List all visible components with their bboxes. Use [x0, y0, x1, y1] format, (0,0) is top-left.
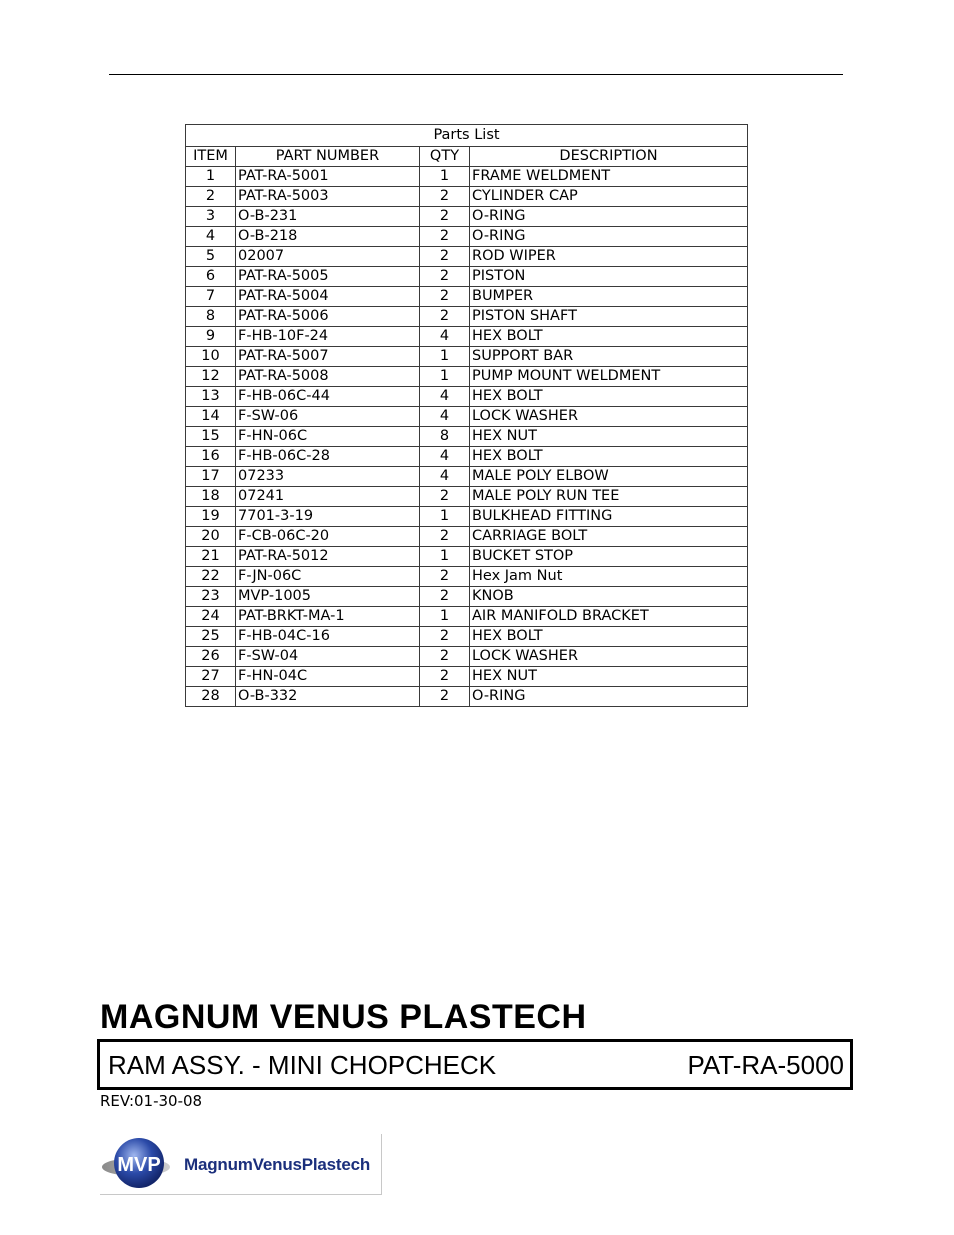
header-rule	[109, 74, 843, 75]
table-row	[186, 467, 748, 487]
cell-qty: 4	[420, 407, 470, 427]
cell-item: 25	[186, 627, 236, 647]
cell-description: PISTON	[470, 267, 748, 287]
cell-qty: 4	[420, 447, 470, 467]
cell-item: 8	[186, 307, 236, 327]
header-part-number: PART NUMBER	[236, 147, 420, 167]
cell-part-number: PAT-RA-5007	[236, 347, 420, 367]
cell-qty: 2	[420, 307, 470, 327]
cell-part-number: F-SW-06	[236, 407, 420, 427]
cell-description: HEX NUT	[470, 667, 748, 687]
cell-item: 6	[186, 267, 236, 287]
cell-description: O-RING	[470, 227, 748, 247]
cell-part-number: PAT-RA-5003	[236, 187, 420, 207]
cell-part-number: PAT-RA-5008	[236, 367, 420, 387]
cell-item: 28	[186, 687, 236, 707]
cell-qty: 1	[420, 367, 470, 387]
cell-part-number: 02007	[236, 247, 420, 267]
cell-description: LOCK WASHER	[470, 407, 748, 427]
table-row	[186, 187, 748, 207]
cell-item: 4	[186, 227, 236, 247]
cell-qty: 2	[420, 527, 470, 547]
cell-description: HEX BOLT	[470, 447, 748, 467]
cell-qty: 2	[420, 207, 470, 227]
cell-part-number: PAT-RA-5005	[236, 267, 420, 287]
table-row	[186, 167, 748, 187]
table-row	[186, 427, 748, 447]
cell-part-number: F-CB-06C-20	[236, 527, 420, 547]
cell-qty: 2	[420, 227, 470, 247]
revision	[100, 1092, 202, 1110]
assembly-title: RAM ASSY. - MINI CHOPCHECK	[108, 1050, 497, 1080]
cell-qty: 4	[420, 327, 470, 347]
cell-description: BUCKET STOP	[470, 547, 748, 567]
cell-part-number: MVP-1005	[236, 587, 420, 607]
cell-description: CARRIAGE BOLT	[470, 527, 748, 547]
cell-part-number: F-HN-06C	[236, 427, 420, 447]
cell-description: HEX BOLT	[470, 387, 748, 407]
cell-item: 14	[186, 407, 236, 427]
rev-value: 01-30-08	[134, 1092, 203, 1110]
cell-part-number: O-B-231	[236, 207, 420, 227]
assembly-part-number: PAT-RA-5000	[687, 1050, 844, 1080]
cell-item: 22	[186, 567, 236, 587]
rev-label: REV:	[100, 1092, 134, 1110]
table-row	[186, 687, 748, 707]
cell-qty: 2	[420, 267, 470, 287]
table-row	[186, 307, 748, 327]
cell-description: O-RING	[470, 687, 748, 707]
cell-item: 18	[186, 487, 236, 507]
company-logo	[100, 1134, 382, 1195]
table-row	[186, 247, 748, 267]
cell-description: PISTON SHAFT	[470, 307, 748, 327]
cell-item: 10	[186, 347, 236, 367]
cell-description: FRAME WELDMENT	[470, 167, 748, 187]
parts-list-table	[185, 124, 748, 707]
cell-item: 16	[186, 447, 236, 467]
cell-item: 12	[186, 367, 236, 387]
cell-qty: 1	[420, 507, 470, 527]
table-row	[186, 407, 748, 427]
header-item: ITEM	[186, 147, 236, 167]
table-row	[186, 627, 748, 647]
cell-part-number: F-JN-06C	[236, 567, 420, 587]
cell-part-number: F-HN-04C	[236, 667, 420, 687]
table-row	[186, 587, 748, 607]
cell-description: CYLINDER CAP	[470, 187, 748, 207]
cell-qty: 2	[420, 647, 470, 667]
cell-item: 23	[186, 587, 236, 607]
cell-description: SUPPORT BAR	[470, 347, 748, 367]
logo-badge-text: MVP	[117, 1154, 161, 1176]
table-row	[186, 447, 748, 467]
cell-description: ROD WIPER	[470, 247, 748, 267]
cell-qty: 2	[420, 587, 470, 607]
cell-part-number: PAT-RA-5006	[236, 307, 420, 327]
table-row	[186, 267, 748, 287]
cell-description: Hex Jam Nut	[470, 567, 748, 587]
cell-item: 27	[186, 667, 236, 687]
table-row	[186, 287, 748, 307]
cell-item: 1	[186, 167, 236, 187]
table-row	[186, 487, 748, 507]
cell-part-number: F-HB-06C-28	[236, 447, 420, 467]
cell-part-number: O-B-332	[236, 687, 420, 707]
cell-part-number: F-HB-06C-44	[236, 387, 420, 407]
cell-item: 17	[186, 467, 236, 487]
table-row	[186, 347, 748, 367]
cell-qty: 2	[420, 667, 470, 687]
cell-qty: 1	[420, 547, 470, 567]
cell-part-number: PAT-RA-5012	[236, 547, 420, 567]
parts-list-title: Parts List	[186, 125, 748, 147]
header-qty: QTY	[420, 147, 470, 167]
cell-qty: 2	[420, 567, 470, 587]
cell-qty: 2	[420, 627, 470, 647]
cell-item: 5	[186, 247, 236, 267]
cell-part-number: O-B-218	[236, 227, 420, 247]
cell-description: BULKHEAD FITTING	[470, 507, 748, 527]
cell-qty: 1	[420, 167, 470, 187]
table-row	[186, 227, 748, 247]
cell-item: 9	[186, 327, 236, 347]
cell-description: HEX BOLT	[470, 627, 748, 647]
cell-qty: 8	[420, 427, 470, 447]
cell-description: BUMPER	[470, 287, 748, 307]
cell-item: 26	[186, 647, 236, 667]
cell-qty: 2	[420, 247, 470, 267]
cell-qty: 2	[420, 187, 470, 207]
cell-part-number: F-HB-10F-24	[236, 327, 420, 347]
cell-item: 24	[186, 607, 236, 627]
cell-item: 7	[186, 287, 236, 307]
cell-description: MALE POLY RUN TEE	[470, 487, 748, 507]
cell-qty: 2	[420, 687, 470, 707]
table-row	[186, 667, 748, 687]
title-block	[97, 1039, 853, 1090]
cell-item: 13	[186, 387, 236, 407]
cell-item: 21	[186, 547, 236, 567]
cell-qty: 1	[420, 607, 470, 627]
company-name: MAGNUM VENUS PLASTECH	[100, 998, 587, 1036]
table-row	[186, 567, 748, 587]
cell-description: AIR MANIFOLD BRACKET	[470, 607, 748, 627]
table-row	[186, 607, 748, 627]
table-row	[186, 547, 748, 567]
cell-item: 20	[186, 527, 236, 547]
cell-part-number: F-HB-04C-16	[236, 627, 420, 647]
header-description: DESCRIPTION	[470, 147, 748, 167]
cell-description: HEX NUT	[470, 427, 748, 447]
cell-description: LOCK WASHER	[470, 647, 748, 667]
cell-part-number: 07233	[236, 467, 420, 487]
cell-description: MALE POLY ELBOW	[470, 467, 748, 487]
cell-description: O-RING	[470, 207, 748, 227]
cell-qty: 4	[420, 387, 470, 407]
table-row	[186, 387, 748, 407]
cell-qty: 2	[420, 287, 470, 307]
cell-part-number: 7701-3-19	[236, 507, 420, 527]
cell-item: 19	[186, 507, 236, 527]
cell-part-number: F-SW-04	[236, 647, 420, 667]
cell-qty: 2	[420, 487, 470, 507]
cell-item: 2	[186, 187, 236, 207]
cell-qty: 4	[420, 467, 470, 487]
parts-list-header-row	[186, 147, 748, 167]
cell-part-number: 07241	[236, 487, 420, 507]
cell-description: PUMP MOUNT WELDMENT	[470, 367, 748, 387]
cell-item: 3	[186, 207, 236, 227]
cell-item: 15	[186, 427, 236, 447]
cell-qty: 1	[420, 347, 470, 367]
parts-list-body	[186, 167, 748, 707]
table-row	[186, 647, 748, 667]
cell-part-number: PAT-RA-5004	[236, 287, 420, 307]
cell-description: HEX BOLT	[470, 327, 748, 347]
cell-part-number: PAT-BRKT-MA-1	[236, 607, 420, 627]
table-row	[186, 367, 748, 387]
table-row	[186, 327, 748, 347]
table-row	[186, 527, 748, 547]
table-row	[186, 207, 748, 227]
logo-wordmark: MagnumVenusPlastech	[184, 1155, 371, 1174]
table-row	[186, 507, 748, 527]
cell-description: KNOB	[470, 587, 748, 607]
cell-part-number: PAT-RA-5001	[236, 167, 420, 187]
